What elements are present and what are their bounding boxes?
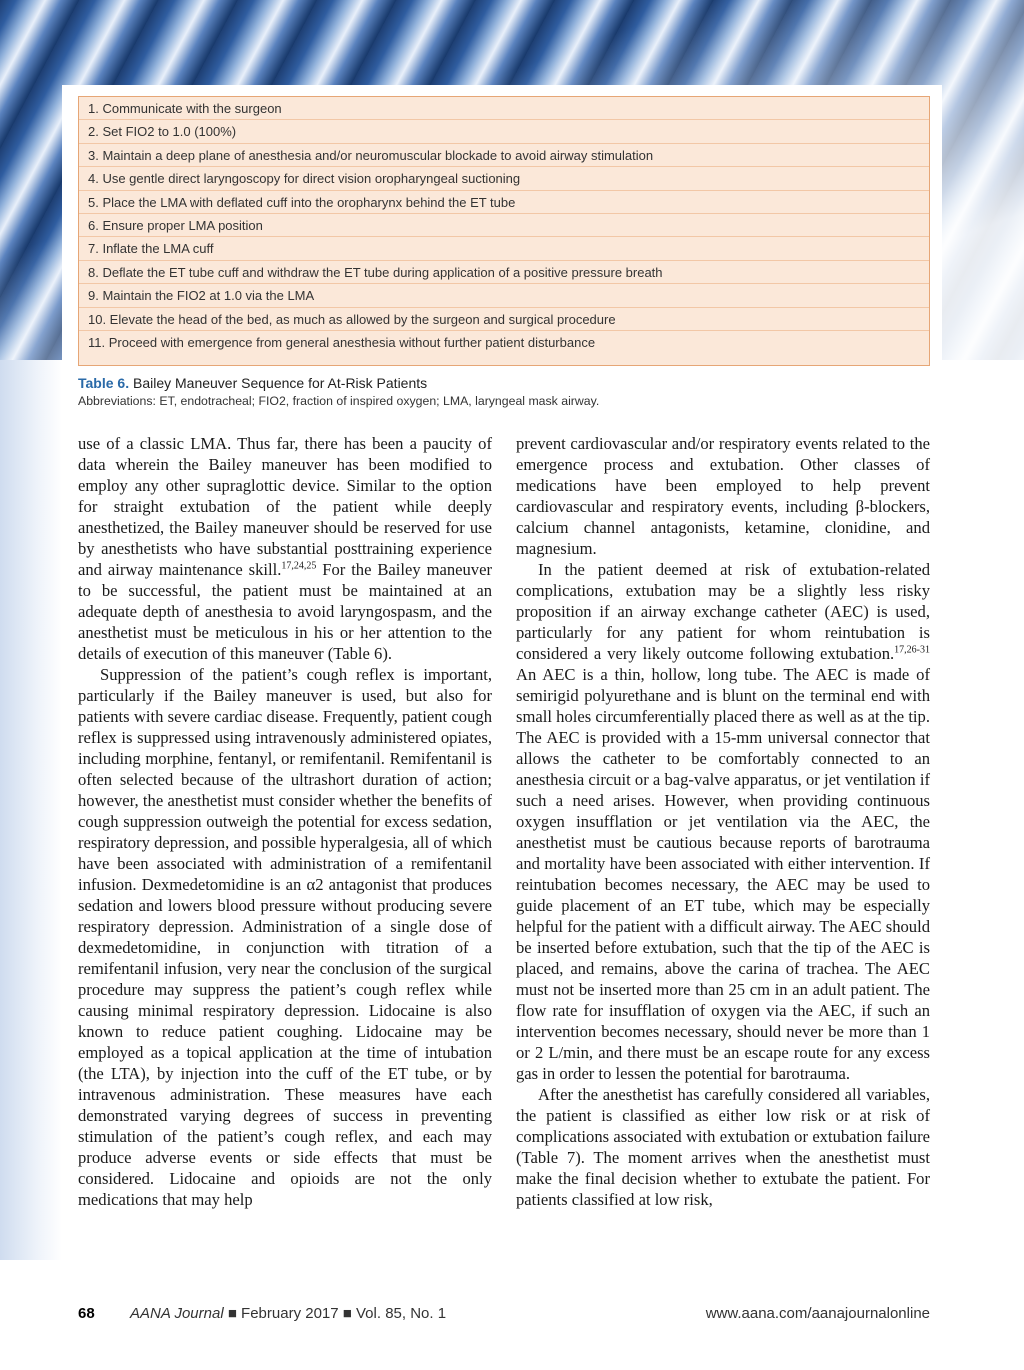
paragraph-text: In the patient deemed at risk of extubation-related complications, extubation may be a slightly less risky proposition if an airway exchange catheter (AEC) is used, particularly for any patient for whom reintubation is considered a very likely outcome following extubation. — [516, 560, 930, 663]
journal-url-link[interactable]: www.aana.com/aanajournalonline — [705, 1305, 930, 1322]
paragraph: prevent cardiovascular and/or respiratory events related to the emergence process and extubation. Other classes of medications have been employed to help prevent cardiovascular and respiratory events, including β-blockers, calcium channel antagonists, ketamine, clonidine, and magnesium. — [516, 434, 930, 558]
paragraph-text: For the Bailey maneuver to be successful, the patient must be maintained at an adequate depth of anesthesia to avoid laryngospasm, and the anesthetist must be meticulous in his or her attention to the details of execution of this maneuver (Table 6). — [78, 560, 492, 663]
paragraph-text: use of a classic LMA. Thus far, there has been a paucity of data wherein the Bailey maneuver has been modified to employ any other supraglottic device. Similar to the option for straight extubation of the patient while deeply anesthetized, the Bailey maneuver should be reserved for use by anesthetists who have substantial posttraining experience and airway maintenance skill. — [78, 434, 492, 579]
table-row: 8. Deflate the ET tube cuff and withdraw the ET tube during application of a positive pressure breath — [79, 261, 929, 284]
left-margin-gradient — [0, 360, 62, 1260]
journal-name: AANA Journal — [130, 1305, 224, 1322]
table-6-box — [78, 96, 930, 366]
left-text-column — [78, 433, 492, 1210]
table-row: 7. Inflate the LMA cuff — [79, 237, 929, 260]
paragraph: Suppression of the patient’s cough reflex is important, particularly if the Bailey maneuver is used, but also for patients with severe cardiac disease. Frequently, patient cough reflex is suppressed using intravenously administered opiates, including morphine, fentanyl, or remifentanil. Remifentanil is often selected because of the ultrashort duration of action; however, the anesthetist must consider whether the benefits of cough suppression outweigh the potential for excess sedation, respiratory depression, and possible hyperalgesia, all of which have been associated with administration of a remifentanil infusion. Dexmedetomidine is an α2 antagonist that produces sedation and lowers blood pressure without producing severe respiratory depression. Administration of a single dose of dexmedetomidine, in conjunction with titration of a remifentanil infusion, very near the conclusion of the surgical procedure may suppress the patient’s cough reflex while causing minimal respiratory depression. Lidocaine is also known to reduce patient coughing. Lidocaine may be employed as a topical application at the time of intubation (the LTA), by injection into the cuff of the ET tube, or by intravenous administration. These measures have each demonstrated varying degrees of success in preventing stimulation of the patient’s cough reflex, and each may produce adverse events or side effects that must be considered. Lidocaine and opioids are not the only medications that may help — [78, 665, 492, 1209]
table-row: 2. Set FIO2 to 1.0 (100%) — [79, 120, 929, 143]
table-row: 9. Maintain the FIO2 at 1.0 via the LMA — [79, 284, 929, 307]
citation-reference: 17,24,25 — [281, 560, 317, 572]
table-row: 10. Elevate the head of the bed, as much as allowed by the surgeon and surgical procedure — [79, 308, 929, 331]
paragraph — [516, 559, 930, 1084]
table-abbreviations: Abbreviations: ET, endotracheal; FIO2, fraction of inspired oxygen; LMA, laryngeal mask airway. — [78, 394, 600, 408]
journal-issue: ■ February 2017 ■ Vol. 85, No. 1 — [223, 1305, 447, 1322]
page-number: 68 — [78, 1305, 95, 1322]
table-row: 11. Proceed with emergence from general anesthesia without further patient disturbance — [88, 335, 596, 350]
table-caption-label: Table 6. — [78, 375, 130, 391]
paragraph-text: An AEC is a thin, hollow, long tube. The AEC is made of semirigid polyurethane and is blunt on the terminal end with small holes circumferentially placed there as well as at the tip. The AEC is provided with a 15-mm universal connector that allows the catheter to be comfortably connected to an anesthesia circuit or a bag-valve apparatus, or jet ventilation if such a need arises. However, when providing continuous oxygen insufflation or jet ventilation via the AEC, the anesthetist must be cautious because reports of barotrauma and mortality have been associated with either intervention. If reintubation becomes necessary, the AEC may be used to guide placement of an ET tube, which may be especially helpful for the patient with a difficult airway. The AEC should be inserted before extubation, such that the tip of the AEC is placed, and remains, above the carina of trachea. The AEC must not be inserted more than 25 cm in an adult patient. The flow rate for insufflation of oxygen via the AEC, if such an intervention becomes necessary, should never be more than 1 or 2 L/min, and there must be an escape route for any excess gas in order to lessen the potential for barotrauma. — [516, 665, 930, 1083]
right-text-column — [516, 433, 930, 1210]
paragraph — [78, 433, 492, 664]
table-caption-title: Bailey Maneuver Sequence for At-Risk Patients — [132, 375, 428, 391]
page-footer — [78, 1305, 930, 1327]
table-row: 6. Ensure proper LMA position — [79, 214, 929, 237]
table-row: 3. Maintain a deep plane of anesthesia and/or neuromuscular blockade to avoid airway stimulation — [79, 144, 929, 167]
table-row: 4. Use gentle direct laryngoscopy for direct vision oropharyngeal suctioning — [79, 167, 929, 190]
citation-reference: 17,26-31 — [894, 644, 930, 656]
journal-citation — [130, 1305, 446, 1322]
table-row: 1. Communicate with the surgeon — [79, 97, 929, 120]
paragraph: After the anesthetist has carefully considered all variables, the patient is classified as either low risk or at risk of complications associated with extubation or extubation failure (Table 7). The moment arrives when the anesthetist must make the final decision whether to extubate the patient. For patients classified at low risk, — [516, 1085, 930, 1209]
table-row: 5. Place the LMA with deflated cuff into the oropharynx behind the ET tube — [79, 191, 929, 214]
table-caption — [78, 375, 938, 391]
